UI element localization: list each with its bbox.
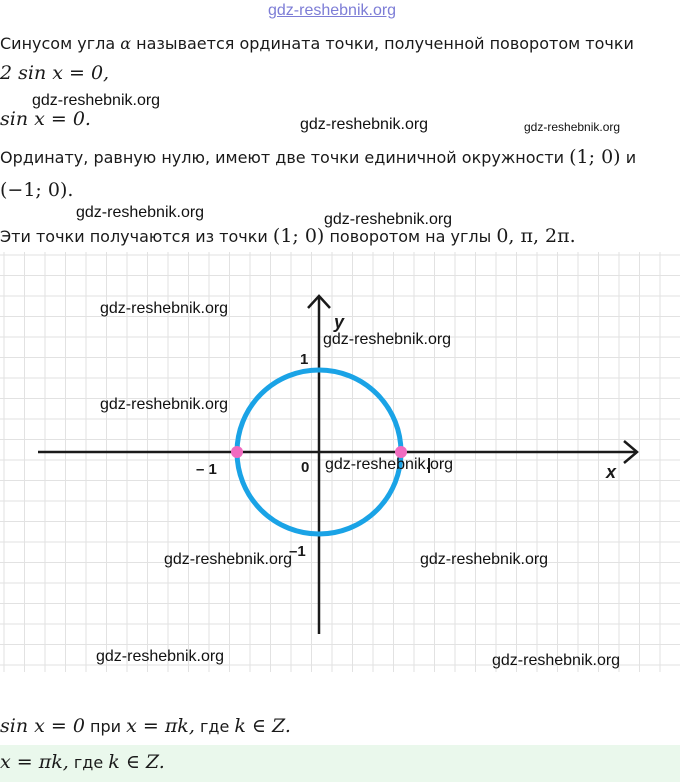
x-axis-label: x xyxy=(606,462,617,482)
rotation-text: Эти точки получаются из точки xyxy=(0,227,268,246)
watermark: gdz-reshebnik.org xyxy=(164,551,293,568)
answer-box xyxy=(0,745,680,782)
answer-line xyxy=(0,751,165,773)
watermark-top: gdz-reshebnik.org xyxy=(268,2,397,19)
rotation-point: (1; 0) xyxy=(272,225,325,247)
label-y-minus-one: –1 xyxy=(289,543,306,560)
definition-line xyxy=(0,34,634,53)
ordinate-text: Ординату, равную нулю, имеют две точки единичной окружности xyxy=(0,148,565,167)
watermark: gdz-reshebnik.org xyxy=(420,551,549,568)
equation-2: sin x = 0. xyxy=(0,108,91,130)
watermark: gdz-reshebnik.org xyxy=(96,648,225,665)
solution-line xyxy=(0,715,291,737)
watermark: gdz-reshebnik.org xyxy=(32,92,161,109)
rotation-line xyxy=(0,225,576,247)
answer-x: x = πk, xyxy=(0,751,69,773)
watermark: gdz-reshebnik.org xyxy=(325,456,454,473)
solution-when: при xyxy=(90,717,122,736)
label-y-one: 1 xyxy=(300,351,309,368)
ordinate-and: и xyxy=(625,148,637,167)
answer-k: k ∈ Z. xyxy=(108,751,165,773)
label-origin: 0 xyxy=(301,459,310,476)
watermark: gdz-reshebnik.org xyxy=(524,120,621,134)
point-minus-one xyxy=(231,446,243,458)
y-axis-label: y xyxy=(334,312,345,332)
ordinate-line xyxy=(0,146,636,168)
solution-equation: sin x = 0 xyxy=(0,715,85,737)
watermark: gdz-reshebnik.org xyxy=(100,300,229,317)
watermark: gdz-reshebnik.org xyxy=(492,652,621,669)
watermark: gdz-reshebnik.org xyxy=(100,396,229,413)
watermark: gdz-reshebnik.org xyxy=(76,204,205,221)
watermark: gdz-reshebnik.org xyxy=(300,116,429,133)
solution-k: k ∈ Z. xyxy=(234,715,291,737)
solution-x: x = πk, xyxy=(126,715,195,737)
rotation-angles: 0, π, 2π. xyxy=(496,225,576,247)
point-1-0: (1; 0) xyxy=(569,146,621,168)
equation-1: 2 sin x = 0, xyxy=(0,62,110,84)
watermark: gdz-reshebnik.org xyxy=(324,211,453,228)
watermark: gdz-reshebnik.org xyxy=(323,331,452,348)
answer-where: где xyxy=(73,753,104,772)
definition-text: Синусом угла xyxy=(0,34,116,53)
label-x-minus-one: – 1 xyxy=(196,461,217,478)
alpha-symbol: α xyxy=(120,34,132,53)
rotation-mid: поворотом на углы xyxy=(329,227,492,246)
definition-rest: называется ордината точки, полученной поворотом точки xyxy=(136,34,634,53)
solution-where: где xyxy=(199,717,230,736)
point-minus1-0: (−1; 0). xyxy=(0,179,74,201)
